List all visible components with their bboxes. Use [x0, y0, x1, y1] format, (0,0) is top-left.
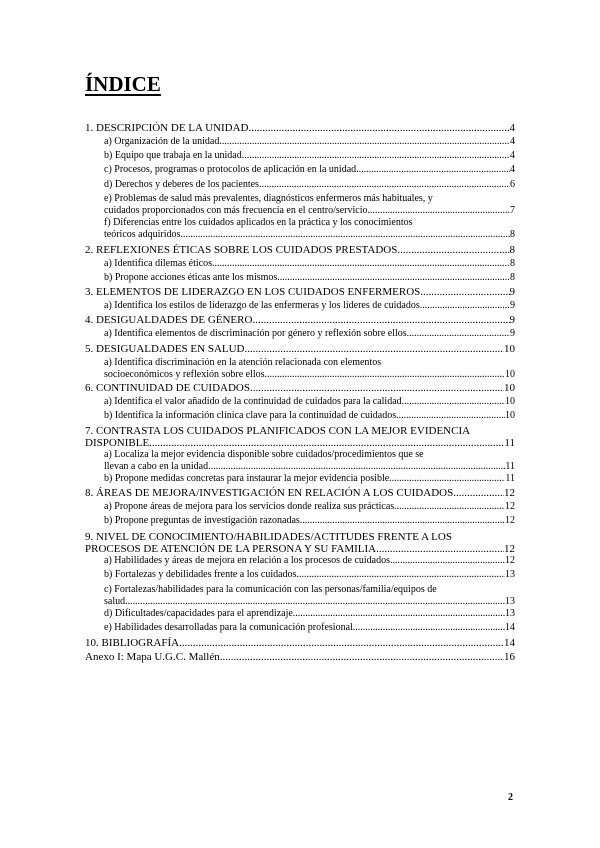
toc-entry-text: b) Equipo que trabaja en la unidad — [104, 150, 242, 161]
toc-leader-dots — [149, 437, 504, 449]
toc-page-number: 6 — [510, 179, 515, 190]
toc-entry[interactable] — [104, 150, 515, 162]
toc-entry[interactable] — [85, 487, 515, 499]
toc-page-number: 9 — [509, 314, 515, 326]
toc-leader-dots — [353, 622, 505, 634]
toc-entry-text: 10. BIBLIOGRAFÍA — [85, 637, 180, 649]
toc-entry[interactable] — [85, 343, 515, 355]
toc-entry-text-line1: f) Diferencias entre los cuidados aplicados en la práctica y los conocimientos — [104, 217, 413, 228]
toc-entry-text: c) Procesos, programas o protocolos de aplicación en la unidad — [104, 164, 357, 175]
toc-entry-text: b) Propone acciones éticas ante los mismos — [104, 272, 278, 283]
toc-page-number: 10 — [505, 396, 515, 407]
toc-leader-dots — [250, 382, 504, 394]
toc-leader-dots — [179, 637, 504, 649]
toc-leader-dots — [453, 487, 504, 499]
toc-entry-text: a) Identifica dilemas éticos — [104, 258, 213, 269]
toc-entry-text: socioeconómicos y reflexión sobre ellos — [104, 369, 265, 380]
toc-entry-text: teóricos adquiridos — [104, 229, 181, 240]
toc-entry[interactable] — [104, 164, 515, 176]
toc-entry-text: cuidados proporcionados con más frecuencia en el centro/servicio — [104, 205, 368, 216]
toc-entry[interactable] — [104, 501, 515, 513]
toc-leader-dots — [394, 501, 505, 513]
toc-entry-text: d) Dificultades/capacidades para el aprendizaje — [104, 608, 293, 619]
toc-leader-dots — [252, 314, 509, 326]
toc-page-number: 10 — [505, 369, 515, 380]
toc-entry-text: a) Propone áreas de mejora para los servicios donde realiza sus prácticas — [104, 501, 395, 512]
toc-page-number: 4 — [510, 136, 515, 147]
toc-entry-text: a) Identifica elementos de discriminación por género y reflexión sobre ellos — [104, 328, 407, 339]
toc-entry-text-line1: a) Localiza la mejor evidencia disponible sobre cuidados/procedimientos que se — [104, 449, 424, 460]
toc-entry[interactable] — [104, 515, 515, 527]
toc-entry[interactable] — [85, 244, 515, 256]
toc-entry-text: a) Identifica los estilos de liderazgo de las enfermeras y los líderes de cuidados — [104, 300, 420, 311]
toc-entry[interactable] — [104, 555, 515, 567]
toc-page-number: 11 — [505, 473, 515, 484]
toc-leader-dots — [212, 258, 510, 270]
toc-leader-dots — [259, 179, 510, 191]
toc-entry-text: a) Identifica el valor añadido de la continuidad de cuidados para la calidad — [104, 396, 402, 407]
toc-leader-dots — [368, 205, 510, 217]
toc-page-number: 9 — [509, 286, 515, 298]
toc-leader-dots — [296, 569, 505, 581]
toc-leader-dots — [180, 229, 510, 241]
toc-page-number: 14 — [504, 637, 515, 649]
toc-page-number: 12 — [504, 543, 515, 555]
toc-page-number: 8 — [509, 244, 515, 256]
toc-entry-text-line1: e) Problemas de salud más prevalentes, diagnósticos enfermeros más habituales, y — [104, 193, 433, 204]
index-title: ÍNDICE — [85, 72, 161, 96]
toc-entry[interactable] — [85, 122, 515, 134]
toc-leader-dots — [397, 244, 509, 256]
toc-leader-dots — [219, 136, 510, 148]
toc-entry[interactable] — [104, 473, 515, 485]
toc-entry[interactable] — [104, 622, 515, 634]
toc-entry-text: 8. ÁREAS DE MEJORA/INVESTIGACIÓN EN RELACIÓN A LOS CUIDADOS — [85, 487, 454, 499]
toc-page-number: 13 — [505, 608, 515, 619]
toc-leader-dots — [389, 473, 505, 485]
toc-entry[interactable] — [104, 179, 515, 191]
toc-entry-text: b) Propone preguntas de investigación razonadas — [104, 515, 300, 526]
toc-entry-text: DISPONIBLE — [85, 437, 150, 449]
toc-entry[interactable] — [104, 569, 515, 581]
toc-page-number: 8 — [510, 272, 515, 283]
toc-page-number: 8 — [510, 258, 515, 269]
toc-page-number: 11 — [504, 437, 515, 449]
toc-entry-text: a) Habilidades y áreas de mejora en relación a los procesos de cuidados — [104, 555, 390, 566]
toc-entry-text: 5. DESIGUALDADES EN SALUD — [85, 343, 245, 355]
toc-leader-dots — [242, 150, 510, 162]
toc-entry-text: b) Fortalezas y debilidades frente a los cuidados — [104, 569, 297, 580]
toc-leader-dots — [376, 543, 504, 555]
toc-page-number: 10 — [504, 343, 515, 355]
toc-entry[interactable] — [104, 449, 515, 473]
toc-page-number: 9 — [510, 300, 515, 311]
toc-entry[interactable] — [104, 357, 515, 381]
toc-entry-text-line1: c) Fortalezas/habilidades para la comunicación con las personas/familia/equipos de — [104, 584, 437, 595]
toc-entry[interactable] — [85, 314, 515, 326]
toc-entry-text: b) Identifica la información clínica clave para la continuidad de cuidados — [104, 410, 397, 421]
toc-page-number: 10 — [505, 410, 515, 421]
toc-entry[interactable] — [104, 193, 515, 217]
toc-leader-dots — [407, 328, 510, 340]
toc-leader-dots — [293, 608, 505, 620]
toc-entry-text: 6. CONTINUIDAD DE CUIDADOS — [85, 382, 250, 394]
toc-page-number: 7 — [510, 205, 515, 216]
toc-entry[interactable] — [104, 410, 515, 422]
toc-leader-dots — [277, 272, 510, 284]
toc-entry[interactable] — [85, 286, 515, 298]
toc-page-number: 16 — [504, 651, 515, 663]
toc-page-number: 12 — [504, 487, 515, 499]
toc-entry-text: PROCESOS DE ATENCIÓN DE LA PERSONA Y SU FAMILIA — [85, 543, 377, 555]
toc-entry[interactable] — [85, 425, 515, 449]
toc-page-number: 4 — [510, 150, 515, 161]
toc-entry-text-line1: 9. NIVEL DE CONOCIMIENTO/HABILIDADES/ACTITUDES FRENTE A LOS — [85, 531, 452, 543]
toc-leader-dots — [420, 286, 509, 298]
toc-entry[interactable] — [104, 217, 515, 241]
toc-entry[interactable] — [104, 396, 515, 408]
toc-leader-dots — [265, 369, 505, 381]
toc-entry-text: 1. DESCRIPCIÓN DE LA UNIDAD — [85, 122, 249, 134]
toc-leader-dots — [245, 343, 505, 355]
toc-page-number: 13 — [505, 569, 515, 580]
toc-entry-text-line1: 7. CONTRASTA LOS CUIDADOS PLANIFICADOS CON LA MEJOR EVIDENCIA — [85, 425, 471, 437]
toc-leader-dots — [300, 515, 505, 527]
toc-entry-text: 2. REFLEXIONES ÉTICAS SOBRE LOS CUIDADOS PRESTADOS — [85, 244, 398, 256]
toc-leader-dots — [356, 164, 510, 176]
toc-leader-dots — [390, 555, 505, 567]
toc-entry-text: 4. DESIGUALDADES DE GÉNERO — [85, 314, 253, 326]
toc-leader-dots — [125, 596, 505, 608]
toc-page-number: 12 — [505, 501, 515, 512]
toc-page-number: 13 — [505, 596, 515, 607]
toc-entry[interactable] — [104, 608, 515, 620]
toc-leader-dots — [396, 410, 505, 422]
toc-page-number: 12 — [505, 515, 515, 526]
toc-entry-text: Anexo I: Mapa U.G.C. Mallén — [85, 651, 220, 663]
toc-entry[interactable] — [85, 637, 515, 649]
toc-page-number: 4 — [510, 164, 515, 175]
toc-page-number: 12 — [505, 555, 515, 566]
toc-page-number: 10 — [504, 382, 515, 394]
toc-leader-dots — [420, 300, 510, 312]
toc-page-number: 8 — [510, 229, 515, 240]
toc-entry[interactable] — [85, 531, 515, 555]
toc-page-number: 11 — [505, 461, 515, 472]
toc-leader-dots — [248, 122, 509, 134]
toc-entry[interactable] — [104, 272, 515, 284]
toc-entry[interactable] — [85, 382, 515, 394]
toc-entry-text: d) Derechos y deberes de los pacientes — [104, 179, 259, 190]
page-number: 2 — [508, 792, 513, 803]
toc-leader-dots — [402, 396, 505, 408]
toc-entry-text: b) Propone medidas concretas para instaurar la mejor evidencia posible — [104, 473, 390, 484]
toc-entry[interactable] — [104, 300, 515, 312]
toc-entry[interactable] — [104, 328, 515, 340]
toc-entry[interactable] — [104, 584, 515, 608]
toc-entry-text-line1: a) Identifica discriminación en la atención relacionada con elementos — [104, 357, 382, 368]
toc-entry[interactable] — [104, 136, 515, 148]
toc-leader-dots — [220, 651, 504, 663]
toc-entry-text: 3. ELEMENTOS DE LIDERAZGO EN LOS CUIDADOS ENFERMEROS — [85, 286, 421, 298]
toc-entry[interactable] — [104, 258, 515, 270]
toc-entry-text: a) Organización de la unidad — [104, 136, 220, 147]
toc-entry-text: e) Habilidades desarrolladas para la comunicación profesional — [104, 622, 353, 633]
toc-page-number: 14 — [505, 622, 515, 633]
toc-page-number: 4 — [509, 122, 515, 134]
toc-page-number: 9 — [510, 328, 515, 339]
toc-entry-text: salud — [104, 596, 126, 607]
toc-leader-dots — [208, 461, 505, 473]
toc-entry[interactable] — [85, 651, 515, 663]
toc-entry-text: llevan a cabo en la unidad — [104, 461, 209, 472]
